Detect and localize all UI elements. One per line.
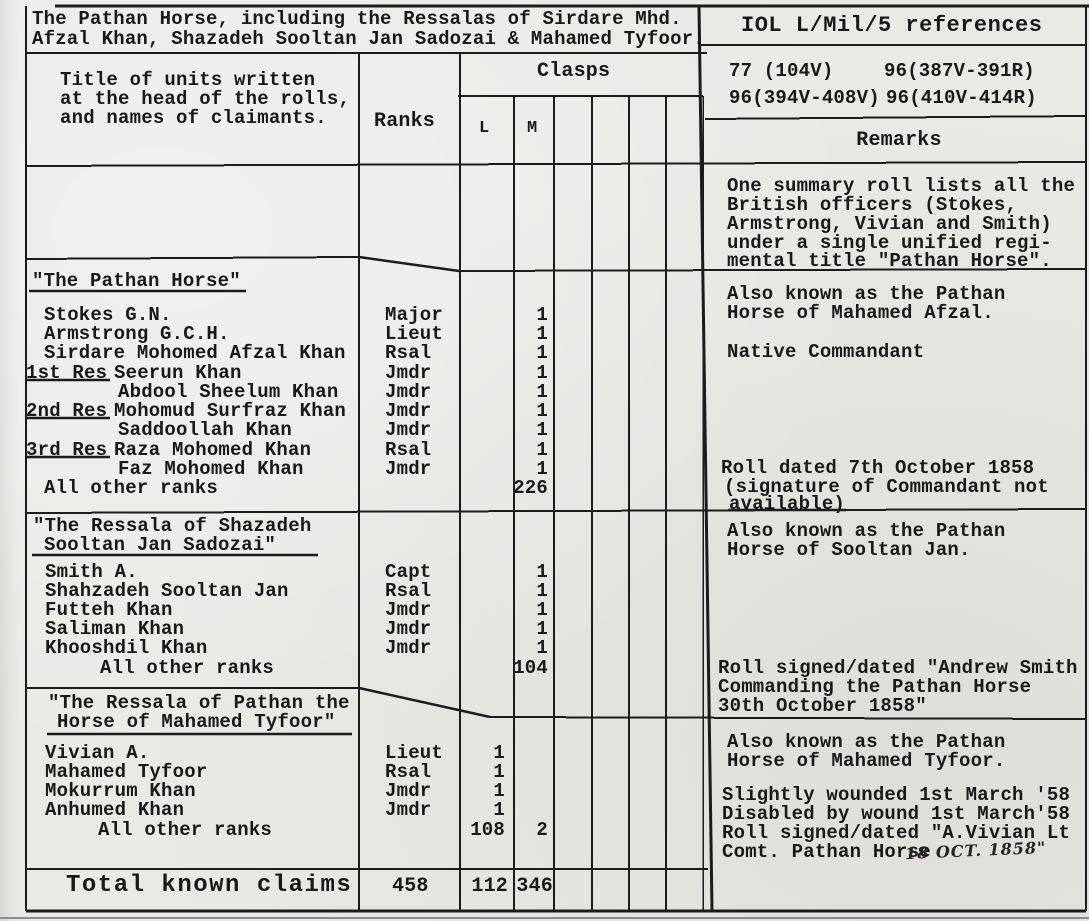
- clasp-l-value: 1: [493, 780, 505, 802]
- remark-line: Roll signed/dated "A.Vivian Lt: [722, 822, 1071, 844]
- claimant-name: Vivian A.: [45, 742, 150, 764]
- rank-value: Capt: [385, 561, 432, 583]
- remark-line: Disabled by wound 1st March'58: [722, 803, 1071, 825]
- remark-line: Also known as the Pathan: [727, 283, 1006, 305]
- clasp-subcolumn-l-header: L: [479, 119, 490, 138]
- clasp-m-value: 1: [536, 637, 548, 659]
- handwritten-date: 18 OCT. 1858": [904, 837, 1047, 864]
- reference-entry: 77 (104V): [729, 60, 834, 82]
- claimant-name: Raza Mohomed Khan: [114, 439, 312, 461]
- claimant-name: Khooshdil Khan: [45, 637, 208, 659]
- clasp-l-value: 1: [493, 761, 505, 783]
- claimant-name: Shahzadeh Sooltan Jan: [45, 580, 289, 602]
- rank-value: Rsal: [385, 342, 432, 364]
- clasp-m-value: 1: [536, 419, 548, 441]
- rank-value: Lieut: [385, 323, 444, 345]
- remark-line: Native Commandant: [727, 341, 925, 363]
- reference-entry: 96(387V-391R): [884, 60, 1035, 82]
- rank-value: Jmdr: [385, 362, 432, 384]
- section-title: "The Ressala of Shazadeh: [33, 515, 312, 537]
- clasp-subcolumn-m-header: M: [527, 119, 538, 138]
- clasp-m-value: 1: [536, 439, 548, 461]
- ressala-prefix: 3rd Res: [26, 439, 108, 461]
- rank-value: Rsal: [385, 580, 432, 602]
- doc-title-line1: The Pathan Horse, including the Ressalas of Sirdare Mhd.: [32, 8, 682, 30]
- claimant-name: Saliman Khan: [45, 618, 185, 640]
- total-clasp-l-value: 112: [471, 875, 508, 898]
- claimant-name: Stokes G.N.: [44, 304, 172, 326]
- remark-line: Comt. Pathan Horse: [722, 841, 931, 863]
- clasp-l-value: 1: [493, 799, 505, 821]
- doc-title-line2: Afzal Khan, Shazadeh Sooltan Jan Sadozai & Mahamed Tyfoor.: [32, 28, 705, 50]
- section-title: Horse of Mahamed Tyfoor": [57, 711, 336, 733]
- claimant-name: Mohomud Surfraz Khan: [114, 400, 347, 422]
- section-title: Sooltan Jan Sadozai": [44, 534, 277, 556]
- clasps-column-header: Clasps: [537, 60, 611, 83]
- reference-entry: 96(410V-414R): [886, 87, 1037, 109]
- clasp-m-value: 226: [513, 477, 548, 499]
- remark-line: One summary roll lists all the: [727, 175, 1076, 197]
- units-column-header-line1: Title of units written: [60, 69, 316, 91]
- remark-line: Also known as the Pathan: [727, 520, 1006, 542]
- rank-value: Jmdr: [385, 419, 432, 441]
- remark-line: Roll signed/dated "Andrew Smith: [718, 657, 1078, 679]
- claimant-name: Saddoollah Khan: [118, 419, 293, 441]
- clasp-m-value: 1: [536, 342, 548, 364]
- rank-value: Rsal: [385, 761, 432, 783]
- remark-line: (signature of Commandant not: [724, 476, 1049, 498]
- claimant-name: Anhumed Khan: [45, 799, 185, 821]
- clasp-l-value: 108: [470, 819, 505, 841]
- rank-value: Lieut: [385, 742, 444, 764]
- remark-line: Roll dated 7th October 1858: [721, 457, 1035, 479]
- total-ranks-value: 458: [392, 875, 429, 898]
- clasp-m-value: 2: [536, 819, 548, 841]
- clasp-m-value: 104: [513, 657, 548, 679]
- clasp-m-value: 1: [536, 458, 548, 480]
- clasp-m-value: 1: [536, 362, 548, 384]
- clasp-m-value: 1: [536, 400, 548, 422]
- clasp-m-value: 1: [536, 618, 548, 640]
- claimant-name: Futteh Khan: [45, 599, 173, 621]
- section-title: "The Pathan Horse": [32, 270, 241, 292]
- total-claims-label: Total known claims: [66, 872, 353, 899]
- remark-line: under a single unified regi-: [727, 232, 1052, 254]
- claimant-name: Armstrong G.C.H.: [44, 323, 230, 345]
- rank-value: Jmdr: [385, 780, 432, 802]
- iol-reference-title: IOL L/Mil/5 references: [741, 13, 1043, 38]
- remark-line: mental title "Pathan Horse".: [727, 250, 1052, 272]
- rank-value: Jmdr: [385, 799, 432, 821]
- units-column-header-line2: at the head of the rolls,: [60, 88, 351, 110]
- remark-line: Horse of Mahamed Afzal.: [727, 302, 994, 324]
- clasp-m-value: 1: [536, 580, 548, 602]
- claimant-name: All other ranks: [98, 819, 273, 841]
- claimant-name: Smith A.: [45, 561, 138, 583]
- claimant-name: Seerun Khan: [114, 362, 242, 384]
- units-column-header-line3: and names of claimants.: [60, 107, 327, 129]
- clasp-m-value: 1: [536, 304, 548, 326]
- claimant-name: Faz Mohomed Khan: [118, 458, 304, 480]
- remark-line: 30th October 1858": [718, 695, 927, 717]
- rank-value: Jmdr: [385, 458, 432, 480]
- rank-value: Jmdr: [385, 637, 432, 659]
- clasp-m-value: 1: [536, 599, 548, 621]
- remark-line: Slightly wounded 1st March '58: [722, 784, 1071, 806]
- ressala-prefix: 1st Res: [26, 362, 108, 384]
- claimant-name: All other ranks: [100, 657, 275, 679]
- remark-line: British officers (Stokes,: [727, 194, 1018, 216]
- claimant-name: Sirdare Mohomed Afzal Khan: [44, 342, 346, 364]
- remark-line: Horse of Mahamed Tyfoor.: [727, 750, 1006, 772]
- remark-line: available): [729, 493, 846, 515]
- clasp-m-value: 1: [536, 323, 548, 345]
- remark-line: Also known as the Pathan: [727, 731, 1006, 753]
- claimant-name: Mahamed Tyfoor: [45, 761, 208, 783]
- claimant-name: Mokurrum Khan: [45, 780, 196, 802]
- rank-value: Jmdr: [385, 381, 432, 403]
- clasp-m-value: 1: [536, 381, 548, 403]
- rank-value: Rsal: [385, 439, 432, 461]
- ranks-column-header: Ranks: [374, 110, 436, 133]
- reference-entry: 96(394V-408V): [729, 87, 880, 109]
- remarks-column-header: Remarks: [856, 129, 942, 152]
- claimant-name: Abdool Sheelum Khan: [118, 381, 339, 403]
- clasp-m-value: 1: [536, 561, 548, 583]
- rank-value: Jmdr: [385, 599, 432, 621]
- clasp-l-value: 1: [493, 742, 505, 764]
- rank-value: Jmdr: [385, 618, 432, 640]
- remark-line: Commanding the Pathan Horse: [718, 676, 1032, 698]
- ressala-prefix: 2nd Res: [26, 400, 108, 422]
- remark-line: Horse of Sooltan Jan.: [727, 539, 971, 561]
- section-title: "The Ressala of Pathan the: [48, 692, 350, 714]
- claimant-name: All other ranks: [44, 477, 219, 499]
- total-clasp-m-value: 346: [516, 875, 553, 898]
- rank-value: Major: [385, 304, 444, 326]
- remark-line: Armstrong, Vivian and Smith): [727, 213, 1052, 235]
- rank-value: Jmdr: [385, 400, 432, 422]
